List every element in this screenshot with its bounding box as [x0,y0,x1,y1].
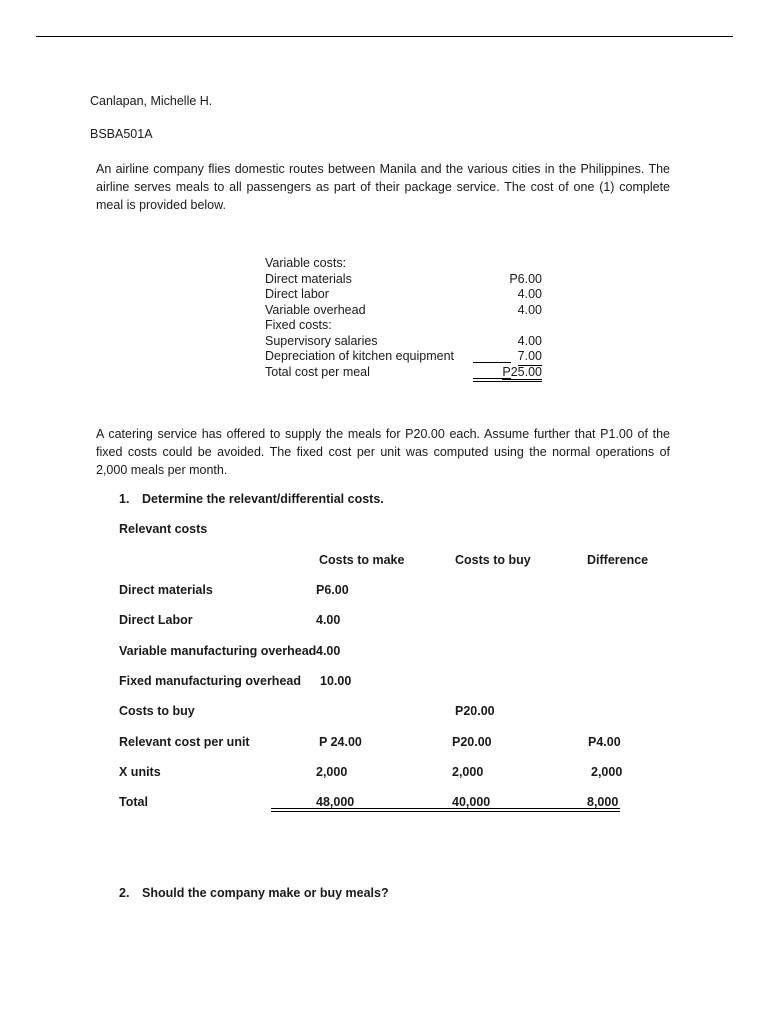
total-underline-diff [493,808,620,812]
question-1-text: Determine the relevant/differential costs. [142,492,384,506]
row-label-costs-to-buy: Costs to buy [119,704,195,718]
make-variable-overhead: 4.00 [316,644,341,658]
make-total: 48,000 [316,795,355,809]
diff-relevant-cost: P4.00 [588,735,621,749]
row-label-fixed-overhead: Fixed manufacturing overhead [119,674,301,688]
cost-row-supervisory-salaries: Supervisory salaries 4.00 [265,333,542,348]
cost-row-direct-materials: Direct materials P6.00 [265,271,542,286]
header-rule [36,36,733,37]
variable-costs-heading: Variable costs: [265,256,347,270]
row-label-relevant-cost: Relevant cost per unit [119,735,250,749]
buy-total: 40,000 [452,795,491,809]
row-label-variable-overhead: Variable manufacturing overhead [119,644,317,658]
row-label-direct-labor: Direct Labor [119,613,193,627]
question-2-text: Should the company make or buy meals? [142,886,389,900]
buy-costs-to-buy: P20.00 [455,704,495,718]
cost-row-direct-labor: Direct labor 4.00 [265,287,542,301]
meal-cost-table [265,256,550,380]
buy-relevant-cost: P20.00 [452,735,492,749]
student-name: Canlapan, Michelle H. [90,94,213,108]
make-fixed-overhead: 10.00 [320,674,352,688]
make-units: 2,000 [316,765,348,779]
question-1-number: 1. [119,492,130,506]
student-section: BSBA501A [90,127,153,141]
row-label-total: Total [119,795,148,809]
total-underline-make [271,808,355,812]
diff-total: 8,000 [587,795,619,809]
relevant-costs-heading: Relevant costs [119,522,208,536]
fixed-costs-heading: Fixed costs: [265,318,332,332]
make-relevant-cost: P 24.00 [319,735,362,749]
row-label-units: X units [119,765,161,779]
total-underline-buy [355,808,493,812]
intro-paragraph: An airline company flies domestic routes between Manila and the various cities in the Philippines. The airline serves meals to all passengers as part of their package service. The cost of one (1) complete meal is provided below. [96,162,670,212]
cost-row-total: Total cost per meal P25.00 [265,365,550,381]
make-direct-labor: 4.00 [316,613,341,627]
buy-units: 2,000 [452,765,484,779]
cost-row-depreciation: Depreciation of kitchen equipment 7.00 [265,349,550,365]
column-header-difference: Difference [587,553,649,567]
diff-units: 2,000 [591,765,623,779]
column-header-buy: Costs to buy [455,553,531,567]
offer-paragraph: A catering service has offered to supply the meals for P20.00 each. Assume further that P1.00 of the fixed costs could be avoided. The fixed cost per unit was computed using the normal operations of 2,000 meals per month. [96,427,670,477]
cost-row-variable-overhead: Variable overhead 4.00 [265,302,542,317]
row-label-direct-materials: Direct materials [119,583,213,597]
column-header-make: Costs to make [319,553,405,567]
make-direct-materials: P6.00 [316,583,349,597]
underline-blank [473,362,511,363]
question-2-number: 2. [119,886,130,900]
